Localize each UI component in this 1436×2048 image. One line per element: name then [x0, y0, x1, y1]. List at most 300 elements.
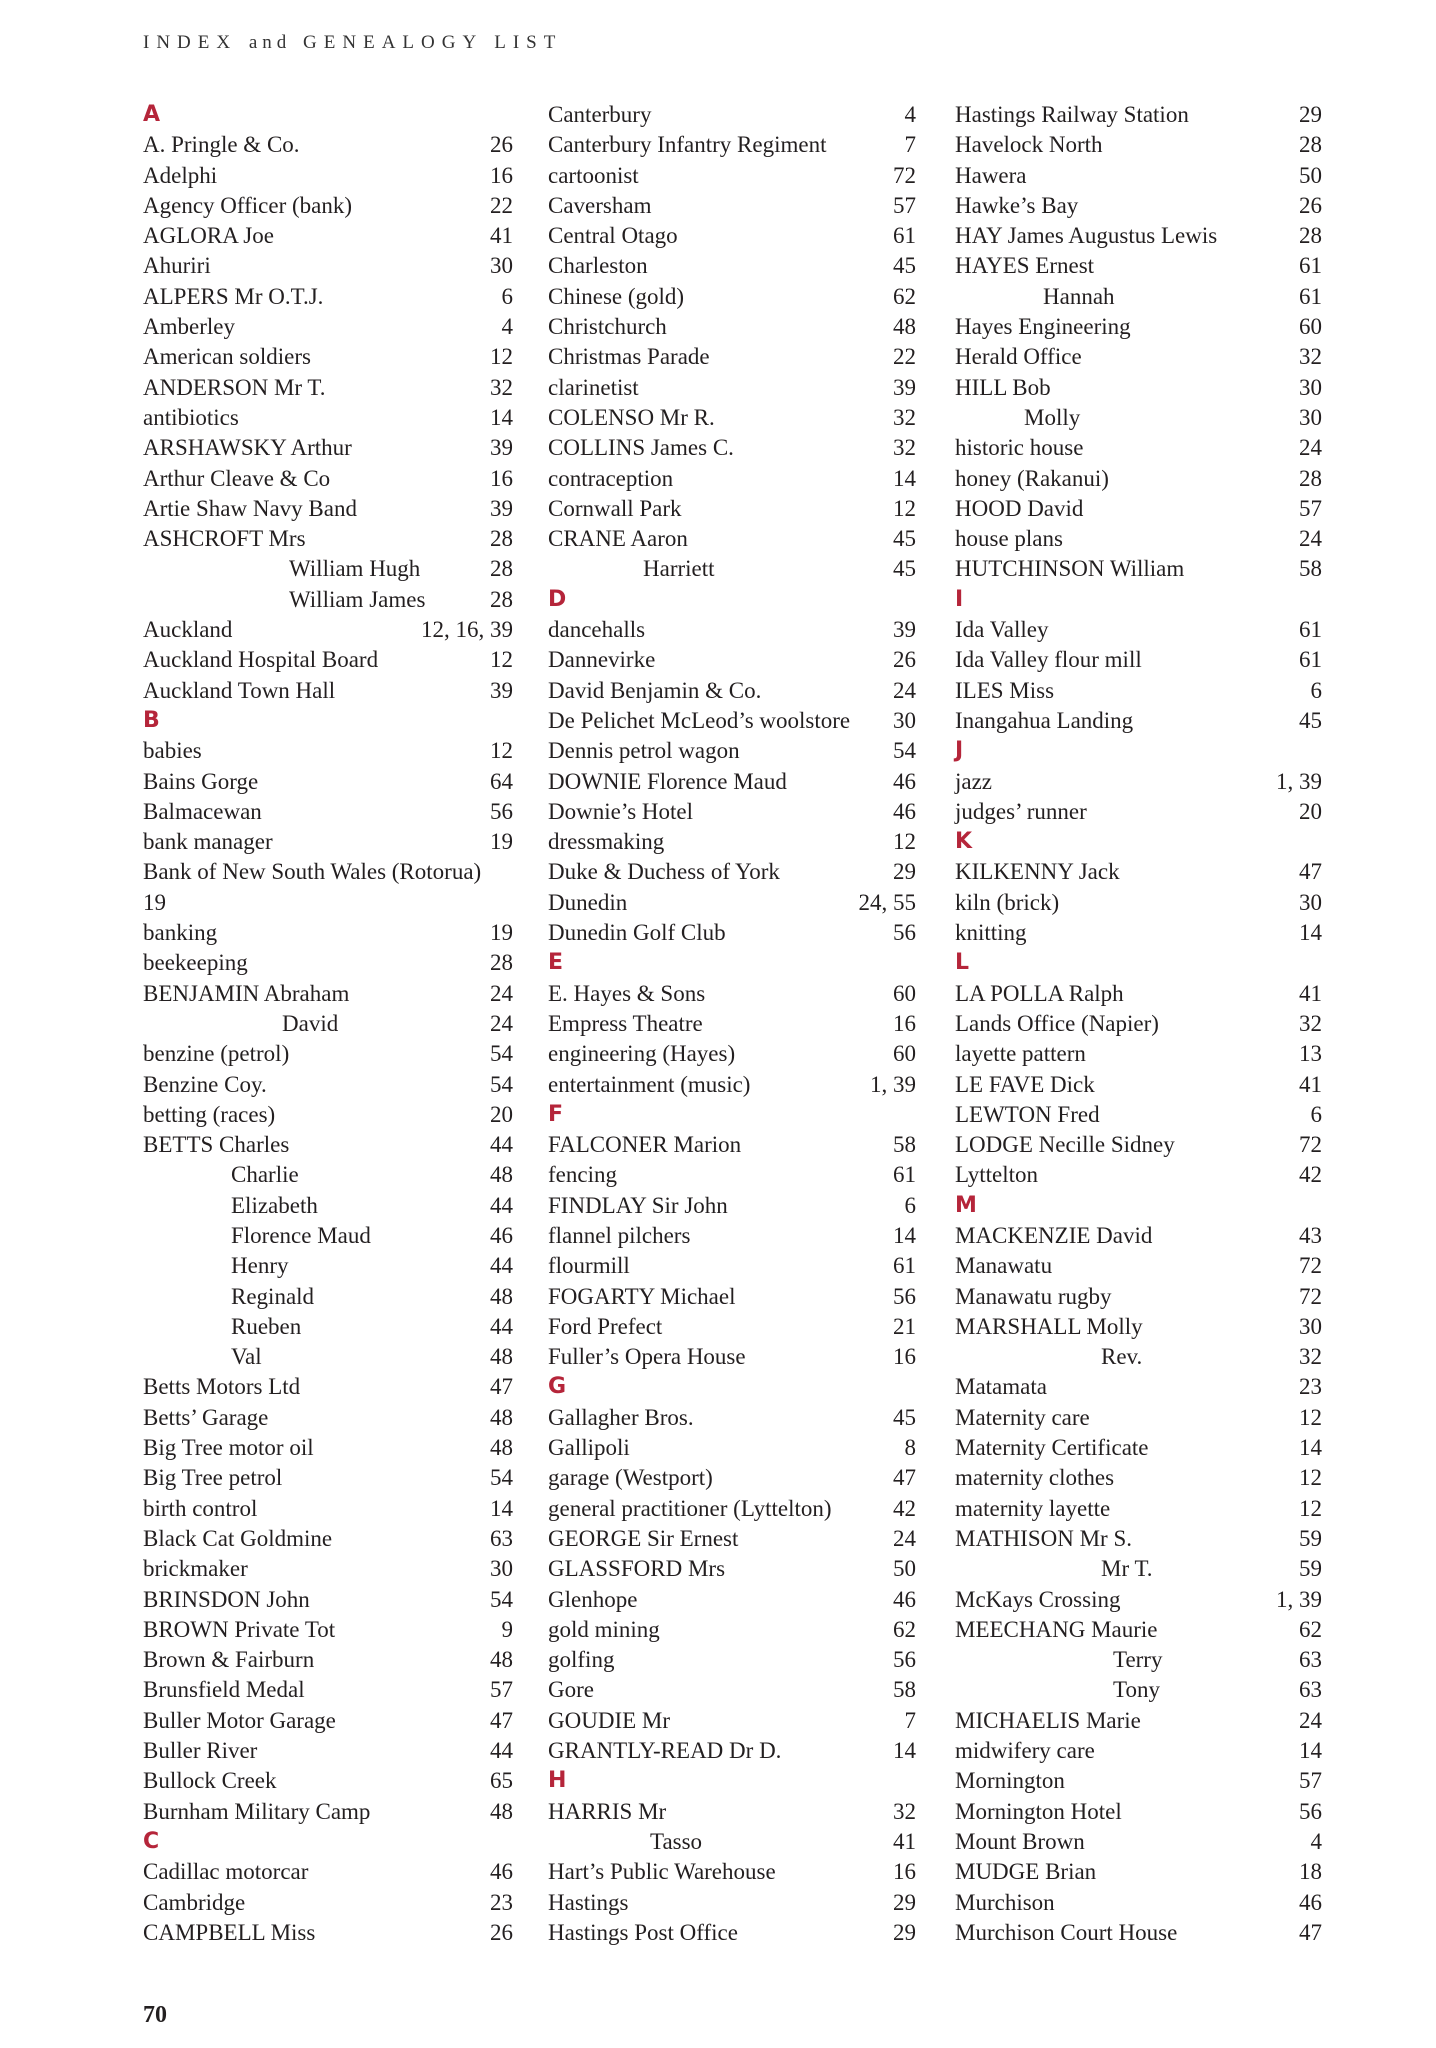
index-term: COLENSO Mr R. — [548, 404, 715, 430]
page-references: 62 — [1299, 1616, 1322, 1642]
index-entry — [955, 1675, 1322, 1705]
page-references: 41 — [1299, 980, 1322, 1006]
page-references: 61 — [893, 1253, 916, 1279]
page-references: 29 — [893, 1889, 916, 1915]
index-term: Reginald — [231, 1283, 315, 1309]
page-references: 12 — [490, 738, 513, 764]
index-term: Gore — [548, 1677, 594, 1703]
index-term: Maternity care — [955, 1404, 1090, 1430]
page-references: 54 — [490, 1041, 513, 1067]
index-entry — [143, 1191, 513, 1221]
index-entry — [143, 433, 513, 463]
page-references: 63 — [1299, 1677, 1322, 1703]
page-references: 1, 39 — [1276, 1586, 1322, 1612]
index-term: Hawke’s Bay — [955, 192, 1079, 218]
page-references: 72 — [893, 162, 916, 188]
index-entry — [143, 888, 513, 918]
running-head — [143, 32, 562, 54]
index-term: Benzine Coy. — [143, 1071, 267, 1097]
index-term: maternity layette — [955, 1495, 1111, 1521]
index-entry — [143, 494, 513, 524]
section-letter-label: I — [955, 586, 964, 612]
page-references: 60 — [1299, 314, 1322, 340]
index-term: Arthur Cleave & Co — [143, 465, 331, 491]
index-term: Tony — [1113, 1677, 1160, 1703]
index-term: Gallipoli — [548, 1435, 630, 1461]
index-term: Hart’s Public Warehouse — [548, 1859, 776, 1885]
index-entry — [548, 1585, 916, 1615]
page-references: 32 — [1299, 344, 1322, 370]
index-term: Buller River — [143, 1738, 258, 1764]
section-letter-label: M — [955, 1192, 977, 1218]
index-entry — [143, 464, 513, 494]
page-references: 61 — [1299, 253, 1322, 279]
index-term: A. Pringle & Co. — [143, 132, 300, 158]
page-references: 19 — [490, 920, 513, 946]
index-entry — [143, 1494, 513, 1524]
index-term: Duke & Duchess of York — [548, 859, 780, 885]
page-references: 21 — [893, 1313, 916, 1339]
page-references: 39 — [490, 495, 513, 521]
section-letter — [548, 1372, 916, 1402]
index-term: Glenhope — [548, 1586, 638, 1612]
page-references: 42 — [1299, 1162, 1322, 1188]
index-entry — [143, 1645, 513, 1675]
index-term: Mount Brown — [955, 1828, 1085, 1854]
index-entry — [143, 1100, 513, 1130]
index-term: Matamata — [955, 1374, 1047, 1400]
index-term: Molly — [1024, 404, 1081, 430]
index-entry — [548, 191, 916, 221]
running-head-genealogy-list: GENEALOGY LIST — [303, 32, 563, 53]
page-references: 72 — [1299, 1283, 1322, 1309]
index-term: GLASSFORD Mrs — [548, 1556, 726, 1582]
index-term: GRANTLY-READ Dr D. — [548, 1738, 782, 1764]
index-entry — [143, 1070, 513, 1100]
page-references: 16 — [893, 1010, 916, 1036]
index-entry — [143, 1009, 513, 1039]
page-references: 24 — [1299, 526, 1322, 552]
index-entry — [548, 1524, 916, 1554]
index-entry — [143, 221, 513, 251]
index-entry — [955, 100, 1322, 130]
page-references: 61 — [893, 223, 916, 249]
index-term: antibiotics — [143, 404, 239, 430]
index-term: E. Hayes & Sons — [548, 980, 706, 1006]
page-references: 63 — [490, 1525, 513, 1551]
section-letter-label: A — [143, 102, 161, 127]
section-letter — [548, 1766, 916, 1796]
index-entry — [143, 554, 513, 584]
index-term: William Hugh — [289, 556, 421, 582]
page-references: 30 — [893, 707, 916, 733]
index-entry — [143, 1857, 513, 1887]
page-references: 24 — [1299, 1707, 1322, 1733]
index-term: Mr T. — [1101, 1556, 1153, 1582]
index-entry — [955, 1130, 1322, 1160]
index-entry — [143, 312, 513, 342]
page-references: 28 — [1299, 223, 1322, 249]
index-entry — [143, 797, 513, 827]
index-entry — [955, 554, 1322, 584]
index-entry — [548, 1706, 916, 1736]
index-entry — [548, 1918, 916, 1948]
index-entry — [143, 524, 513, 554]
index-term: layette pattern — [955, 1041, 1086, 1067]
index-term: GOUDIE Mr — [548, 1707, 671, 1733]
index-term: benzine (petrol) — [143, 1041, 290, 1067]
page-references: 45 — [893, 253, 916, 279]
index-term: HAYES Ernest — [955, 253, 1095, 279]
index-entry — [955, 1888, 1322, 1918]
index-term: maternity clothes — [955, 1465, 1115, 1491]
index-entry — [955, 1039, 1322, 1069]
index-term: ASHCROFT Mrs — [143, 526, 306, 552]
index-term: Brunsfield Medal — [143, 1677, 305, 1703]
page-references: 56 — [893, 920, 916, 946]
index-entry — [548, 1675, 916, 1705]
page-references: 50 — [893, 1556, 916, 1582]
index-entry — [143, 1251, 513, 1281]
index-term: Christchurch — [548, 314, 667, 340]
page-references: 63 — [1299, 1647, 1322, 1673]
index-entry — [548, 554, 916, 584]
index-term: Harriett — [643, 556, 715, 582]
index-entry — [955, 1463, 1322, 1493]
index-term: dancehalls — [548, 617, 646, 643]
page-references: 28 — [490, 586, 513, 612]
index-entry — [143, 676, 513, 706]
index-entry — [955, 979, 1322, 1009]
page-references: 61 — [1299, 647, 1322, 673]
index-term: BENJAMIN Abraham — [143, 980, 350, 1006]
index-entry — [955, 1433, 1322, 1463]
index-term: Auckland — [143, 617, 233, 643]
page-references: 47 — [490, 1707, 513, 1733]
index-entry — [955, 373, 1322, 403]
index-term: Charleston — [548, 253, 648, 279]
page-references: 24, 55 — [858, 889, 916, 915]
page-references: 32 — [893, 435, 916, 461]
index-entry — [143, 373, 513, 403]
index-entry — [955, 645, 1322, 675]
index-entry — [955, 221, 1322, 251]
index-term: FOGARTY Michael — [548, 1283, 736, 1309]
index-term: Burnham Military Camp — [143, 1798, 371, 1824]
index-entry — [548, 1221, 916, 1251]
index-term: Dennis petrol wagon — [548, 738, 740, 764]
index-entry — [955, 1645, 1322, 1675]
index-term: MICHAELIS Marie — [955, 1707, 1141, 1733]
index-entry — [548, 1433, 916, 1463]
index-term: Central Otago — [548, 223, 678, 249]
section-letter-label: E — [548, 950, 564, 976]
index-entry — [143, 342, 513, 372]
index-entry — [955, 282, 1322, 312]
running-head-and: and — [248, 32, 292, 53]
index-entry — [955, 1372, 1322, 1402]
page-references: 13 — [1299, 1041, 1322, 1067]
index-term: Dunedin — [548, 889, 628, 915]
page-references: 29 — [893, 859, 916, 885]
page-references: 39 — [490, 435, 513, 461]
index-entry — [548, 1282, 916, 1312]
page-references: 64 — [490, 768, 513, 794]
index-term: Dunedin Golf Club — [548, 920, 726, 946]
section-letter — [548, 1100, 916, 1130]
page-references: 41 — [490, 223, 513, 249]
index-entry — [955, 1251, 1322, 1281]
index-term: Mornington — [955, 1768, 1065, 1794]
index-column-1 — [143, 100, 513, 1948]
index-term: Charlie — [231, 1162, 299, 1188]
page-references: 61 — [1299, 283, 1322, 309]
page-references: 9 — [501, 1616, 513, 1642]
index-term: banking — [143, 920, 218, 946]
index-entry — [143, 1615, 513, 1645]
index-term: Mornington Hotel — [955, 1798, 1122, 1824]
index-entry — [143, 918, 513, 948]
index-term: MARSHALL Molly — [955, 1313, 1143, 1339]
index-entry — [548, 312, 916, 342]
index-term: garage (Westport) — [548, 1465, 713, 1491]
index-term: Canterbury Infantry Regiment — [548, 132, 827, 158]
index-term: MEECHANG Maurie — [955, 1616, 1158, 1642]
page-references: 45 — [893, 1404, 916, 1430]
index-entry — [143, 645, 513, 675]
page-references: 28 — [490, 526, 513, 552]
page-references: 48 — [490, 1162, 513, 1188]
page-references: 16 — [490, 465, 513, 491]
page-references: 18 — [1299, 1859, 1322, 1885]
page-references: 45 — [1299, 707, 1322, 733]
index-term: babies — [143, 738, 202, 764]
index-entry — [548, 1403, 916, 1433]
page-references: 20 — [1299, 798, 1322, 824]
page-references: 26 — [490, 1919, 513, 1945]
page-references: 62 — [893, 283, 916, 309]
page-references: 60 — [893, 980, 916, 1006]
index-term: BRINSDON John — [143, 1586, 310, 1612]
page-references: 65 — [490, 1768, 513, 1794]
index-term: Havelock North — [955, 132, 1103, 158]
index-term: flannel pilchers — [548, 1222, 691, 1248]
index-entry — [955, 1736, 1322, 1766]
index-term: knitting — [955, 920, 1027, 946]
index-term: contraception — [548, 465, 674, 491]
page-references: 50 — [1299, 162, 1322, 188]
index-term: Bains Gorge — [143, 768, 259, 794]
index-entry — [143, 1797, 513, 1827]
index-entry — [548, 918, 916, 948]
index-entry — [955, 857, 1322, 887]
index-term: Empress Theatre — [548, 1010, 703, 1036]
index-entry — [955, 1221, 1322, 1251]
index-entry — [955, 494, 1322, 524]
section-letter-label: L — [955, 950, 970, 976]
page-references: 29 — [1299, 102, 1322, 127]
index-entry — [955, 1827, 1322, 1857]
index-entry — [548, 342, 916, 372]
index-term: brickmaker — [143, 1556, 248, 1582]
index-entry — [548, 706, 916, 736]
index-entry — [548, 464, 916, 494]
page-references: 1, 39 — [1276, 768, 1322, 794]
index-entry — [143, 1675, 513, 1705]
index-term: Buller Motor Garage — [143, 1707, 336, 1733]
index-term: Betts Motors Ltd — [143, 1374, 301, 1400]
index-term: golfing — [548, 1647, 615, 1673]
index-entry — [955, 1585, 1322, 1615]
section-letter — [955, 1191, 1322, 1221]
index-term: MUDGE Brian — [955, 1859, 1097, 1885]
index-term: Adelphi — [143, 162, 218, 188]
index-term: Inangahua Landing — [955, 707, 1134, 733]
index-term: Val — [231, 1344, 262, 1370]
page-references: 72 — [1299, 1132, 1322, 1158]
page-references: 46 — [490, 1222, 513, 1248]
page-references: 45 — [893, 526, 916, 552]
index-term: Big Tree motor oil — [143, 1435, 314, 1461]
page-references: 14 — [490, 404, 513, 430]
index-term: Fuller’s Opera House — [548, 1344, 746, 1370]
page-references: 39 — [893, 617, 916, 643]
index-entry — [955, 1857, 1322, 1887]
page-references: 14 — [490, 1495, 513, 1521]
page-references: 28 — [1299, 132, 1322, 158]
running-head-index: INDEX — [143, 32, 238, 53]
index-term: Rev. — [1101, 1344, 1143, 1370]
index-entry — [548, 1797, 916, 1827]
page-references: 14 — [893, 1738, 916, 1764]
index-entry — [548, 373, 916, 403]
page-references: 26 — [893, 647, 916, 673]
index-term: Ford Prefect — [548, 1313, 663, 1339]
page-references: 54 — [490, 1465, 513, 1491]
index-entry — [548, 524, 916, 554]
page-references: 30 — [1299, 404, 1322, 430]
page-references: 72 — [1299, 1253, 1322, 1279]
index-entry — [955, 918, 1322, 948]
index-term: HUTCHINSON William — [955, 556, 1185, 582]
page-references: 45 — [893, 556, 916, 582]
index-term: Brown & Fairburn — [143, 1647, 315, 1673]
index-term: Murchison — [955, 1889, 1055, 1915]
index-entry — [955, 1554, 1322, 1584]
page-references: 47 — [1299, 1919, 1322, 1945]
page-references: 30 — [1299, 889, 1322, 915]
page-references: 41 — [1299, 1071, 1322, 1097]
index-term: Auckland Town Hall — [143, 677, 336, 703]
index-entry — [143, 1372, 513, 1402]
index-term: HOOD David — [955, 495, 1084, 521]
index-entry — [143, 1736, 513, 1766]
index-term: Cambridge — [143, 1889, 246, 1915]
index-term: William James — [289, 586, 426, 612]
index-entry — [143, 1221, 513, 1251]
page-references: 56 — [1299, 1798, 1322, 1824]
section-letter-label: B — [143, 707, 160, 733]
index-term: gold mining — [548, 1616, 660, 1642]
index-term: Hastings Railway Station — [955, 102, 1189, 127]
page-references: 6 — [1310, 1101, 1322, 1127]
page-references: 56 — [490, 798, 513, 824]
section-letter-label: G — [548, 1374, 567, 1400]
index-term: Caversham — [548, 192, 652, 218]
index-term: DOWNIE Florence Maud — [548, 768, 787, 794]
page-references: 46 — [1299, 1889, 1322, 1915]
page-references: 22 — [893, 344, 916, 370]
index-entry — [548, 1857, 916, 1887]
index-entry — [955, 676, 1322, 706]
index-entry — [955, 1009, 1322, 1039]
index-term: LEWTON Fred — [955, 1101, 1100, 1127]
index-term: Hayes Engineering — [955, 314, 1131, 340]
index-entry — [143, 1524, 513, 1554]
index-term: Gallagher Bros. — [548, 1404, 694, 1430]
section-letter — [548, 948, 916, 978]
index-entry — [548, 251, 916, 281]
index-entry — [548, 979, 916, 1009]
page-references: 12 — [1299, 1495, 1322, 1521]
page-references: 7 — [904, 1707, 916, 1733]
page-references: 58 — [893, 1132, 916, 1158]
index-entry — [143, 1706, 513, 1736]
index-entry — [548, 1009, 916, 1039]
index-term: Christmas Parade — [548, 344, 710, 370]
index-entry — [143, 948, 513, 978]
page-references: 12 — [490, 344, 513, 370]
page-references: 54 — [490, 1586, 513, 1612]
index-entry — [548, 494, 916, 524]
index-term: BETTS Charles — [143, 1132, 290, 1158]
page-references: 12, 16, 39 — [421, 617, 513, 643]
index-entry — [955, 1615, 1322, 1645]
index-term: Big Tree petrol — [143, 1465, 283, 1491]
page-references: 14 — [1299, 1738, 1322, 1764]
page-references: 48 — [490, 1344, 513, 1370]
index-entry — [548, 282, 916, 312]
page-references: 14 — [1299, 1435, 1322, 1461]
index-term: HILL Bob — [955, 374, 1051, 400]
index-entry — [548, 403, 916, 433]
page-references: 24 — [490, 980, 513, 1006]
index-term: honey (Rakanui) — [955, 465, 1109, 491]
page-references: 58 — [893, 1677, 916, 1703]
index-entry — [143, 403, 513, 433]
page-references: 47 — [1299, 859, 1322, 885]
section-letter — [548, 585, 916, 615]
index-entry — [955, 1403, 1322, 1433]
index-entry — [548, 767, 916, 797]
index-term: Balmacewan — [143, 798, 262, 824]
page-references: 16 — [893, 1859, 916, 1885]
index-entry — [955, 615, 1322, 645]
index-term: flourmill — [548, 1253, 630, 1279]
index-term: Murchison Court House — [955, 1919, 1178, 1945]
page-references: 23 — [490, 1889, 513, 1915]
index-entry — [548, 161, 916, 191]
index-term: Bullock Creek — [143, 1768, 277, 1794]
index-entry — [955, 433, 1322, 463]
page-references: 22 — [490, 192, 513, 218]
index-entry — [143, 282, 513, 312]
index-entry — [548, 433, 916, 463]
index-entry — [955, 1312, 1322, 1342]
page-references: 32 — [490, 374, 513, 400]
page-references: 29 — [893, 1919, 916, 1945]
page-references: 26 — [1299, 192, 1322, 218]
